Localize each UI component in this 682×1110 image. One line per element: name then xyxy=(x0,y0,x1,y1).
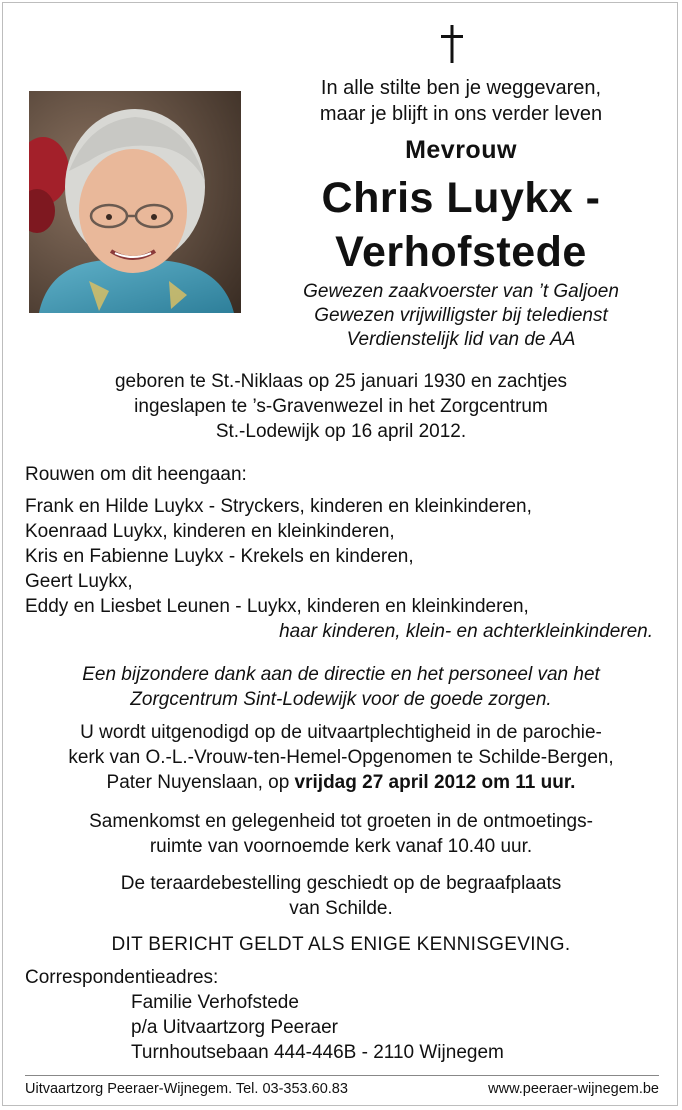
portrait-photo xyxy=(29,91,241,313)
address-line: p/a Uitvaartzorg Peeraer xyxy=(131,1017,338,1038)
footer-divider xyxy=(25,1075,659,1076)
mourner-line: Geert Luykx, xyxy=(25,571,133,592)
role-line: Gewezen zaakvoerster van ’t Galjoen xyxy=(303,281,619,302)
burial-line: De teraardebestelling geschiedt op de begraafplaats xyxy=(120,873,562,894)
funeral-line: kerk van O.-L.-Vrouw-ten-Hemel-Opgenomen te Schilde-Bergen, xyxy=(68,747,614,768)
burial-line: van Schilde. xyxy=(289,898,393,919)
birth-line: St.-Lodewijk op 16 april 2012. xyxy=(215,421,467,442)
title-label: Mevrouw xyxy=(405,136,517,164)
cross-icon xyxy=(437,21,467,69)
mourners-closing: haar kinderen, klein- en achterkleinkinderen. xyxy=(279,621,653,642)
footer xyxy=(25,1081,659,1097)
birth-death-info xyxy=(25,369,657,444)
address-line: Turnhoutsebaan 444-446B - 2110 Wijnegem xyxy=(131,1042,504,1063)
meeting-info xyxy=(25,809,657,859)
correspondence-label: Correspondentieadres: xyxy=(25,967,219,988)
funeral-datetime: vrijdag 27 april 2012 om 11 uur. xyxy=(294,772,576,793)
mourner-line: Frank en Hilde Luykx - Stryckers, kinderen en kleinkinderen, xyxy=(25,496,532,517)
thanks-line: Zorgcentrum Sint-Lodewijk voor de goede zorgen. xyxy=(130,689,552,710)
name-line: Verhofstede xyxy=(335,228,587,276)
meeting-line: Samenkomst en gelegenheid tot groeten in de ontmoetings- xyxy=(89,811,593,832)
roles xyxy=(251,280,671,352)
mourner-line: Koenraad Luykx, kinderen en kleinkinderen, xyxy=(25,521,395,542)
mourner-line: Eddy en Liesbet Leunen - Luykx, kinderen en kleinkinderen, xyxy=(25,596,529,617)
motto xyxy=(251,75,671,127)
correspondence-address xyxy=(25,965,657,1065)
mourn-label: Rouwen om dit heengaan: xyxy=(25,464,247,485)
footer-website-link[interactable]: www.peeraer-wijnegem.be xyxy=(488,1081,659,1097)
notice-statement: DIT BERICHT GELDT ALS ENIGE KENNISGEVING. xyxy=(111,934,571,955)
address-line: Familie Verhofstede xyxy=(131,992,299,1013)
mourner-line: Kris en Fabienne Luykx - Krekels en kinderen, xyxy=(25,546,414,567)
birth-line: geboren te St.-Niklaas op 25 januari 1930 en zachtjes xyxy=(114,371,568,392)
funeral-line: U wordt uitgenodigd op de uitvaartplechtigheid in de parochie- xyxy=(80,722,602,743)
obituary-card xyxy=(2,2,678,1106)
deceased-name xyxy=(251,171,671,279)
thanks-line: Een bijzondere dank aan de directie en het personeel van het xyxy=(82,664,600,685)
role-line: Gewezen vrijwilligster bij teledienst xyxy=(314,305,608,326)
funeral-location: Pater Nuyenslaan, op xyxy=(106,772,295,793)
funeral-line xyxy=(25,770,657,795)
funeral-invitation xyxy=(25,720,657,795)
role-line: Verdienstelijk lid van de AA xyxy=(346,329,576,350)
mourners-list xyxy=(25,494,657,644)
motto-line: In alle stilte ben je weggevaren, xyxy=(320,77,602,99)
burial-info xyxy=(25,871,657,921)
thanks-note xyxy=(25,662,657,712)
meeting-line: ruimte van voornoemde kerk vanaf 10.40 uur. xyxy=(149,836,533,857)
motto-line: maar je blijft in ons verder leven xyxy=(319,103,603,125)
footer-contact: Uitvaartzorg Peeraer-Wijnegem. Tel. 03-353.60.83 xyxy=(25,1081,348,1097)
name-line: Chris Luykx - xyxy=(321,174,601,222)
birth-line: ingeslapen te ’s-Gravenwezel in het Zorgcentrum xyxy=(134,396,548,417)
